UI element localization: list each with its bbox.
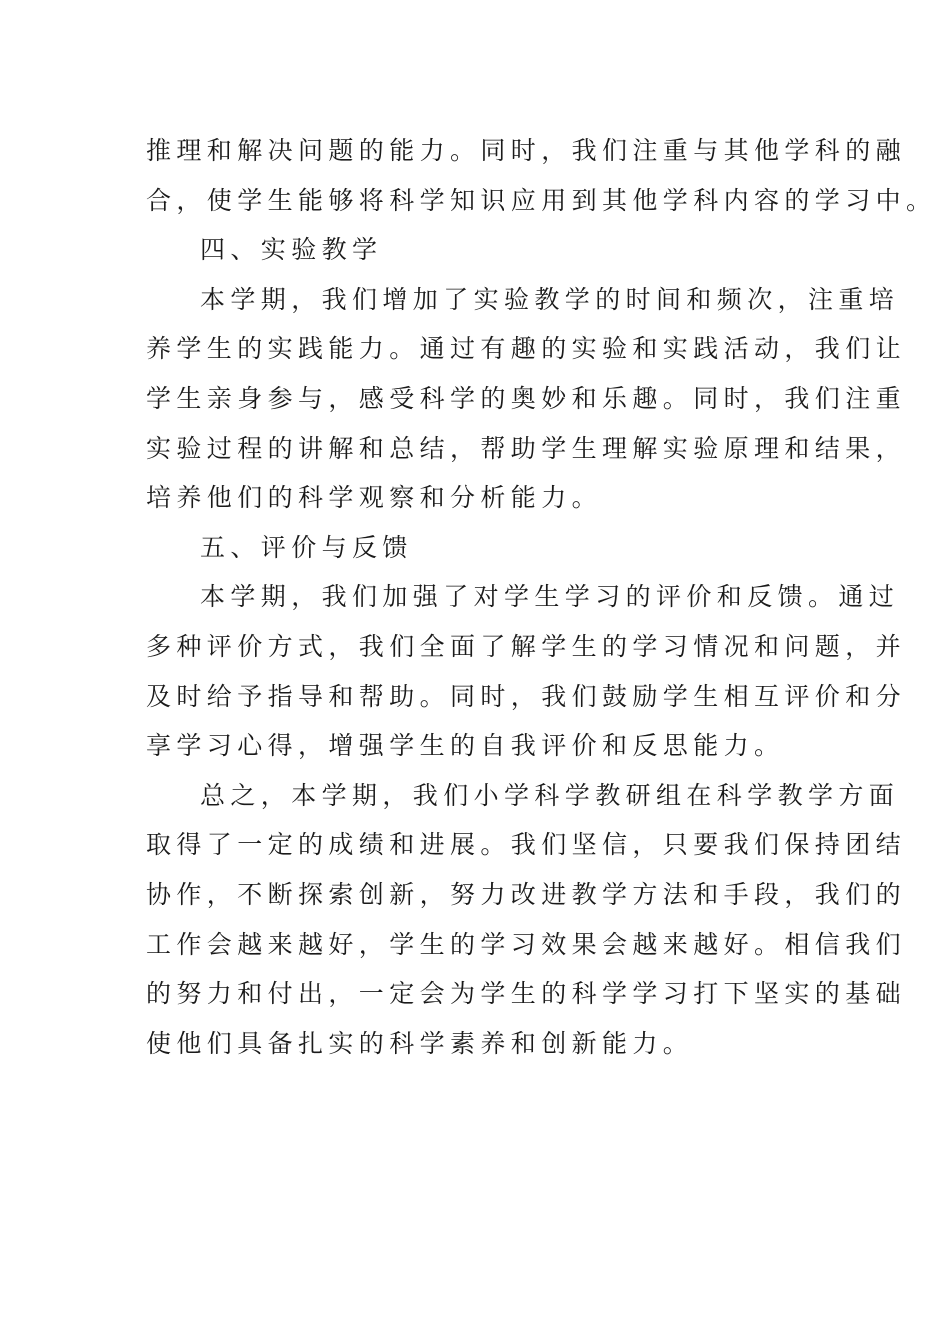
paragraph-line: 总之，本学期，我们小学科学教研组在科学教学方面 (200, 780, 900, 810)
paragraph-line: 的努力和付出，一定会为学生的科学学习打下坚实的基础 (146, 979, 907, 1009)
section-heading: 四、实验教学 (200, 235, 383, 265)
document-body (146, 126, 937, 1068)
section-heading: 五、评价与反馈 (200, 532, 413, 562)
paragraph-line: 使他们具备扎实的科学素养和创新能力。 (146, 1028, 694, 1058)
paragraph-line: 学生亲身参与，感受科学的奥妙和乐趣。同时，我们注重 (146, 383, 907, 413)
paragraph-line: 推理和解决问题的能力。同时，我们注重与其他学科的融 (146, 136, 907, 165)
paragraph-line: 养学生的实践能力。通过有趣的实验和实践活动，我们让 (146, 334, 907, 364)
paragraph-line: 及时给予指导和帮助。同时，我们鼓励学生相互评价和分 (146, 681, 907, 711)
paragraph-line: 实验过程的讲解和总结，帮助学生理解实验原理和结果， (146, 433, 907, 463)
paragraph-line: 本学期，我们增加了实验教学的时间和频次，注重培 (200, 284, 900, 314)
paragraph-line: 工作会越来越好，学生的学习效果会越来越好。相信我们 (146, 929, 907, 959)
paragraph-line: 多种评价方式，我们全面了解学生的学习情况和问题，并 (146, 631, 907, 661)
paragraph-line: 培养他们的科学观察和分析能力。 (146, 483, 603, 513)
paragraph-line: 本学期，我们加强了对学生学习的评价和反馈。通过 (200, 582, 900, 612)
paragraph-line: 协作，不断探索创新，努力改进教学方法和手段，我们的 (146, 879, 907, 909)
paragraph-line: 取得了一定的成绩和进展。我们坚信，只要我们保持团结 (146, 830, 907, 860)
paragraph-line: 合，使学生能够将科学知识应用到其他学科内容的学习中。 (146, 185, 937, 215)
paragraph-line: 享学习心得，增强学生的自我评价和反思能力。 (146, 731, 785, 761)
